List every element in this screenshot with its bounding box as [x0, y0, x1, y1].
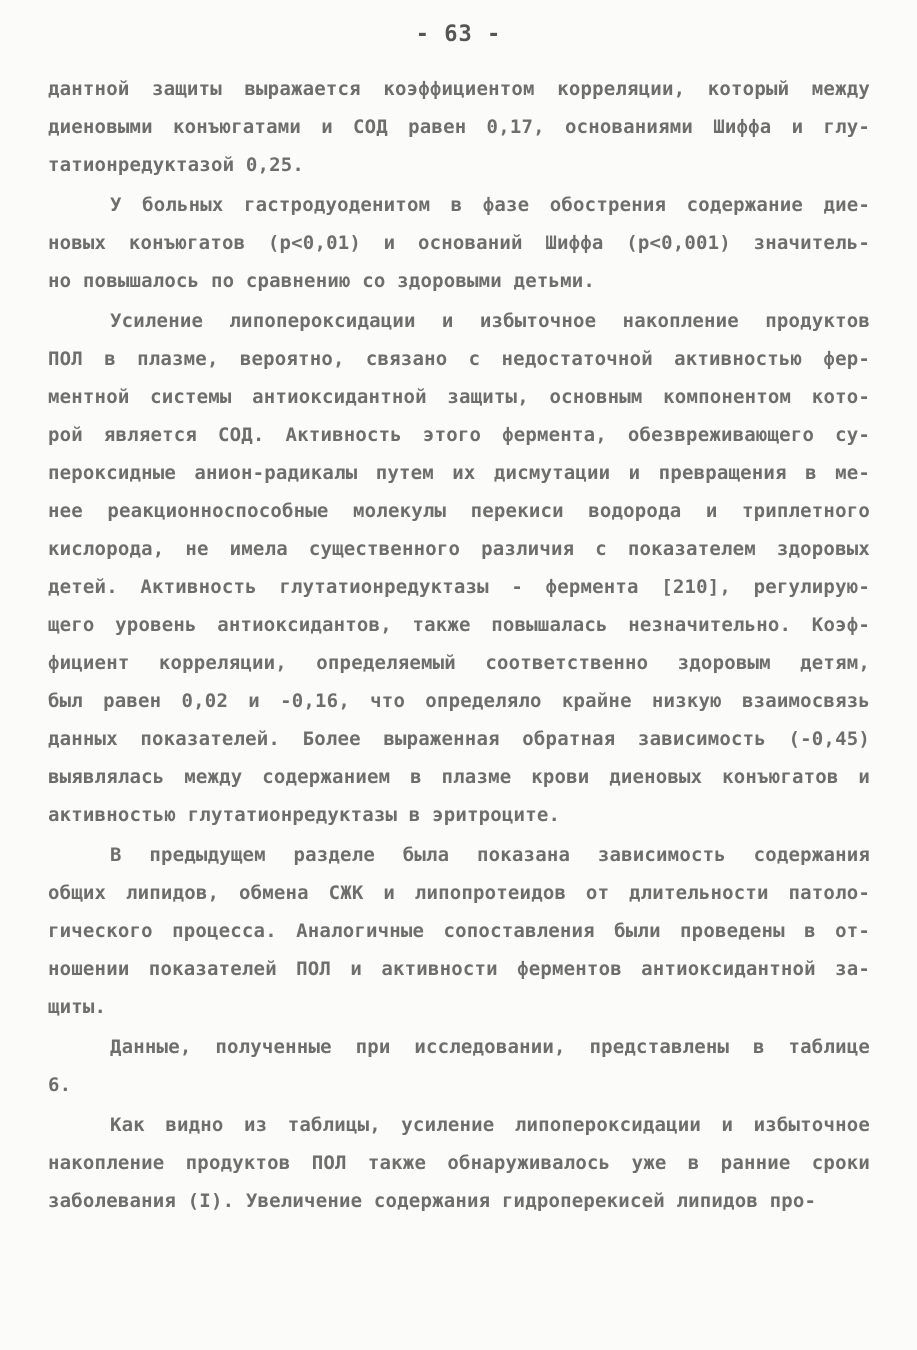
text-line: рой является СОД. Активность этого фермента, обезвреживающего су-	[48, 424, 870, 446]
text-line: Усиление липопероксидации и избыточное накопление продуктов	[110, 310, 870, 332]
body-text	[48, 70, 870, 1222]
text-line: ментной системы антиоксидантной защиты, основным компонентом кото-	[48, 386, 870, 408]
text-line: диеновыми конъюгатами и СОД равен 0,17, основаниями Шиффа и глу-	[48, 116, 870, 138]
paragraph	[48, 1028, 870, 1104]
paragraph-gap	[48, 1220, 870, 1222]
paragraph	[48, 836, 870, 1026]
page-number: - 63 -	[415, 22, 502, 47]
text-line: общих липидов, обмена СЖК и липопротеидов от длительности патоло-	[48, 882, 870, 904]
text-line: щего уровень антиоксидантов, также повышалась незначительно. Коэф-	[48, 614, 870, 636]
text-line: новых конъюгатов (р<0,01) и оснований Шиффа (р<0,001) значитель-	[48, 232, 870, 254]
text-line: активностью глутатионредуктазы в эритроците.	[48, 804, 561, 826]
text-line: пероксидные анион-радикалы путем их дисмутации и превращения в ме-	[48, 462, 870, 484]
text-line: татионредуктазой 0,25.	[48, 154, 305, 176]
text-line: дантной защиты выражается коэффициентом корреляции, который между	[48, 78, 870, 100]
paragraph	[48, 302, 870, 834]
text-line: был равен 0,02 и -0,16, что определяло крайне низкую взаимосвязь	[48, 690, 870, 712]
text-line: кислорода, не имела существенного различия с показателем здоровых	[48, 538, 870, 560]
paragraph	[48, 70, 870, 184]
text-line: накопление продуктов ПОЛ также обнаруживалось уже в ранние сроки	[48, 1152, 870, 1174]
text-line: выявлялась между содержанием в плазме крови диеновых конъюгатов и	[48, 766, 870, 788]
text-line: Данные, полученные при исследовании, представлены в таблице	[110, 1036, 870, 1058]
text-line: ПОЛ в плазме, вероятно, связано с недостаточной активностью фер-	[48, 348, 870, 370]
text-line: щиты.	[48, 996, 107, 1018]
paragraph	[48, 1106, 870, 1220]
text-line: 6.	[48, 1074, 72, 1096]
text-line: ношении показателей ПОЛ и активности ферментов антиоксидантной за-	[48, 958, 870, 980]
text-line: детей. Активность глутатионредуктазы - фермента [210], регулирую-	[48, 576, 870, 598]
text-line: У больных гастродуоденитом в фазе обострения содержание дие-	[110, 194, 870, 216]
text-line: заболевания (I). Увеличение содержания гидроперекисей липидов про-	[48, 1190, 817, 1212]
text-line: но повышалось по сравнению со здоровыми детьми.	[48, 270, 596, 292]
text-line: данных показателей. Более выраженная обратная зависимость (-0,45)	[48, 728, 870, 750]
text-line: Как видно из таблицы, усиление липопероксидации и избыточное	[110, 1114, 870, 1136]
text-line: В предыдущем разделе была показана зависимость содержания	[110, 844, 870, 866]
paragraph	[48, 186, 870, 300]
text-line: нее реакционноспособные молекулы перекиси водорода и триплетного	[48, 500, 870, 522]
text-line: гического процесса. Аналогичные сопоставления были проведены в от-	[48, 920, 870, 942]
text-line: фициент корреляции, определяемый соответственно здоровым детям,	[48, 652, 870, 674]
